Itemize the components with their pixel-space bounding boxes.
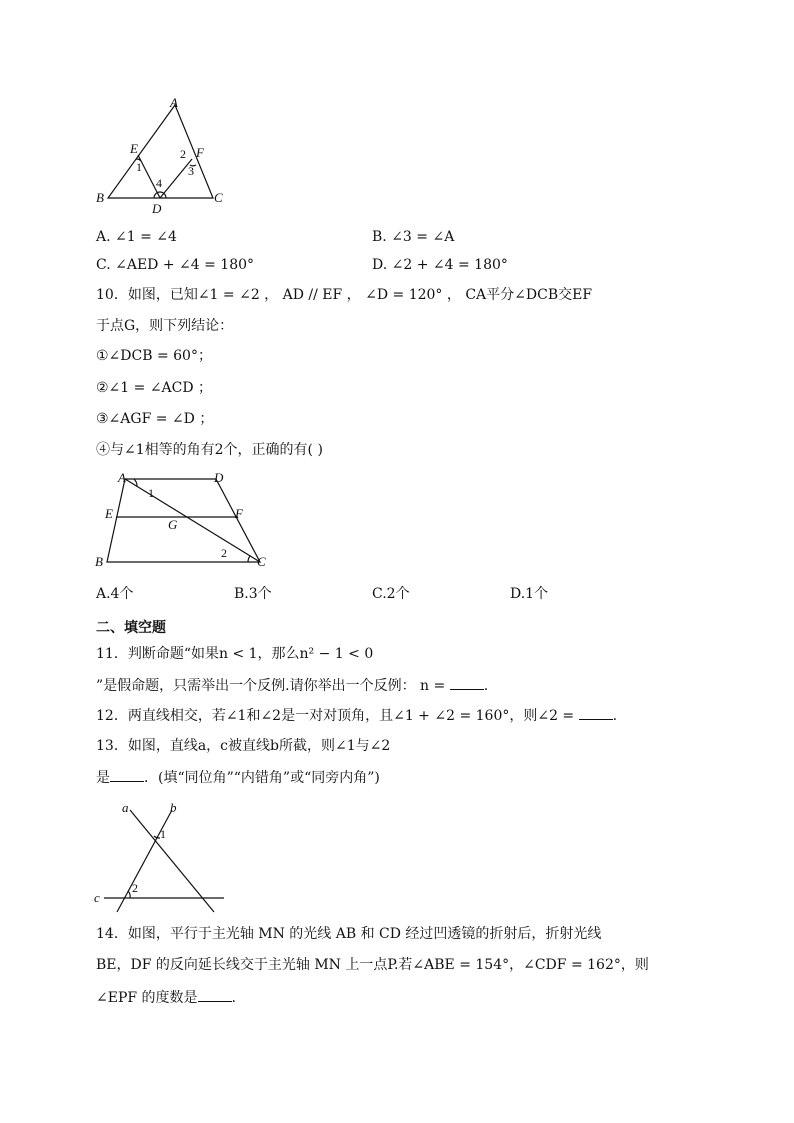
label-C: C: [214, 190, 223, 205]
q10-option-b[interactable]: B.3个: [234, 586, 272, 602]
q10-option-a[interactable]: A.4个: [96, 586, 134, 602]
angle2-arc: [248, 556, 250, 562]
q10-stem-line1: 10．如图，已知∠1 = ∠2 ， AD // EF ， ∠D = 120° ， CA平分∠DCB交EF: [96, 287, 593, 303]
q13-line1: 13．如图，直线a，c被直线b所截，则∠1与∠2: [96, 738, 391, 754]
label-c: c: [94, 890, 100, 905]
label-B: B: [95, 554, 103, 569]
q14-period: .: [231, 990, 236, 1006]
label-D: D: [152, 201, 162, 216]
q14-answer-blank[interactable]: [198, 989, 232, 1002]
label-2: 2: [180, 147, 186, 161]
label-A: A: [170, 95, 178, 110]
triangle-figure-q9: [90, 95, 240, 220]
q12-answer-blank[interactable]: [579, 707, 613, 720]
q12-period: .: [612, 708, 618, 724]
label-2: 2: [132, 881, 138, 895]
label-1: 1: [160, 827, 166, 841]
q10-stem-line2: 于点G，则下列结论：: [96, 318, 234, 334]
line-b: [117, 810, 172, 912]
q12-line: [96, 707, 617, 725]
q14-line3: [96, 989, 236, 1007]
q10-statement-3: ③∠AGF = ∠D ；: [96, 411, 214, 427]
section-title-fill-in: 二、填空题: [96, 620, 166, 636]
label-C: C: [257, 554, 266, 569]
q13-text-a: 是: [96, 770, 110, 786]
q12-text: 12．两直线相交，若∠1和∠2是一对对顶角，且∠1 + ∠2 = 160°，则∠2 =: [96, 708, 579, 724]
label-3: 3: [188, 164, 194, 178]
q11-text: ”是假命题，只需举出一个反例.请你举出一个反例： n =: [96, 678, 450, 694]
q13-line2: [96, 769, 380, 787]
label-D: D: [214, 470, 224, 485]
label-B: B: [96, 190, 104, 205]
q9-option-d[interactable]: D. ∠2 + ∠4 = 180°: [372, 257, 508, 273]
label-G: G: [168, 517, 178, 532]
q14-text: ∠EPF 的度数是: [96, 990, 198, 1006]
q10-option-c[interactable]: C.2个: [372, 586, 410, 602]
q14-line1: 14．如图，平行于主光轴 MN 的光线 AB 和 CD 经过凹透镜的折射后，折射光线: [96, 926, 602, 942]
label-E: E: [130, 141, 138, 156]
q14-line2: BE，DF 的反向延长线交于主光轴 MN 上一点P.若∠ABE = 154°，∠CDF = 162°，则: [96, 957, 649, 973]
line-a: [130, 810, 214, 912]
transversal-figure-q13: [92, 796, 232, 914]
label-a: a: [122, 800, 129, 815]
q10-statement-4: ④与∠1相等的角有2个，正确的有( ): [96, 442, 323, 458]
label-1: 1: [136, 160, 142, 174]
q10-statement-1: ①∠DCB = 60°；: [96, 348, 212, 364]
label-A: A: [118, 470, 126, 485]
label-4: 4: [156, 176, 162, 190]
label-2: 2: [221, 546, 227, 560]
q13-answer-blank[interactable]: [110, 769, 144, 782]
label-F: F: [196, 145, 204, 160]
angle2-arc: [128, 891, 130, 898]
q10-statement-2: ②∠1 = ∠ACD ；: [96, 380, 213, 396]
label-b: b: [170, 800, 177, 815]
q11-answer-blank[interactable]: [450, 677, 484, 690]
q11-line2: [96, 677, 488, 695]
q13-text-b: ．(填“同位角”“内错角”或“同旁内角”): [144, 770, 380, 786]
label-E: E: [105, 506, 113, 521]
q9-option-c[interactable]: C. ∠AED + ∠4 = 180°: [96, 257, 255, 273]
q11-period: .: [483, 678, 489, 694]
label-F: F: [235, 506, 243, 521]
q11-line1: 11．判断命题“如果n < 1，那么n² − 1 < 0: [96, 646, 374, 662]
trapezoid-figure-q10: [90, 466, 280, 576]
q9-option-a[interactable]: A. ∠1 = ∠4: [96, 229, 177, 245]
q10-option-d[interactable]: D.1个: [510, 586, 549, 602]
label-1: 1: [148, 486, 154, 500]
q9-option-b[interactable]: B. ∠3 = ∠A: [372, 229, 455, 245]
